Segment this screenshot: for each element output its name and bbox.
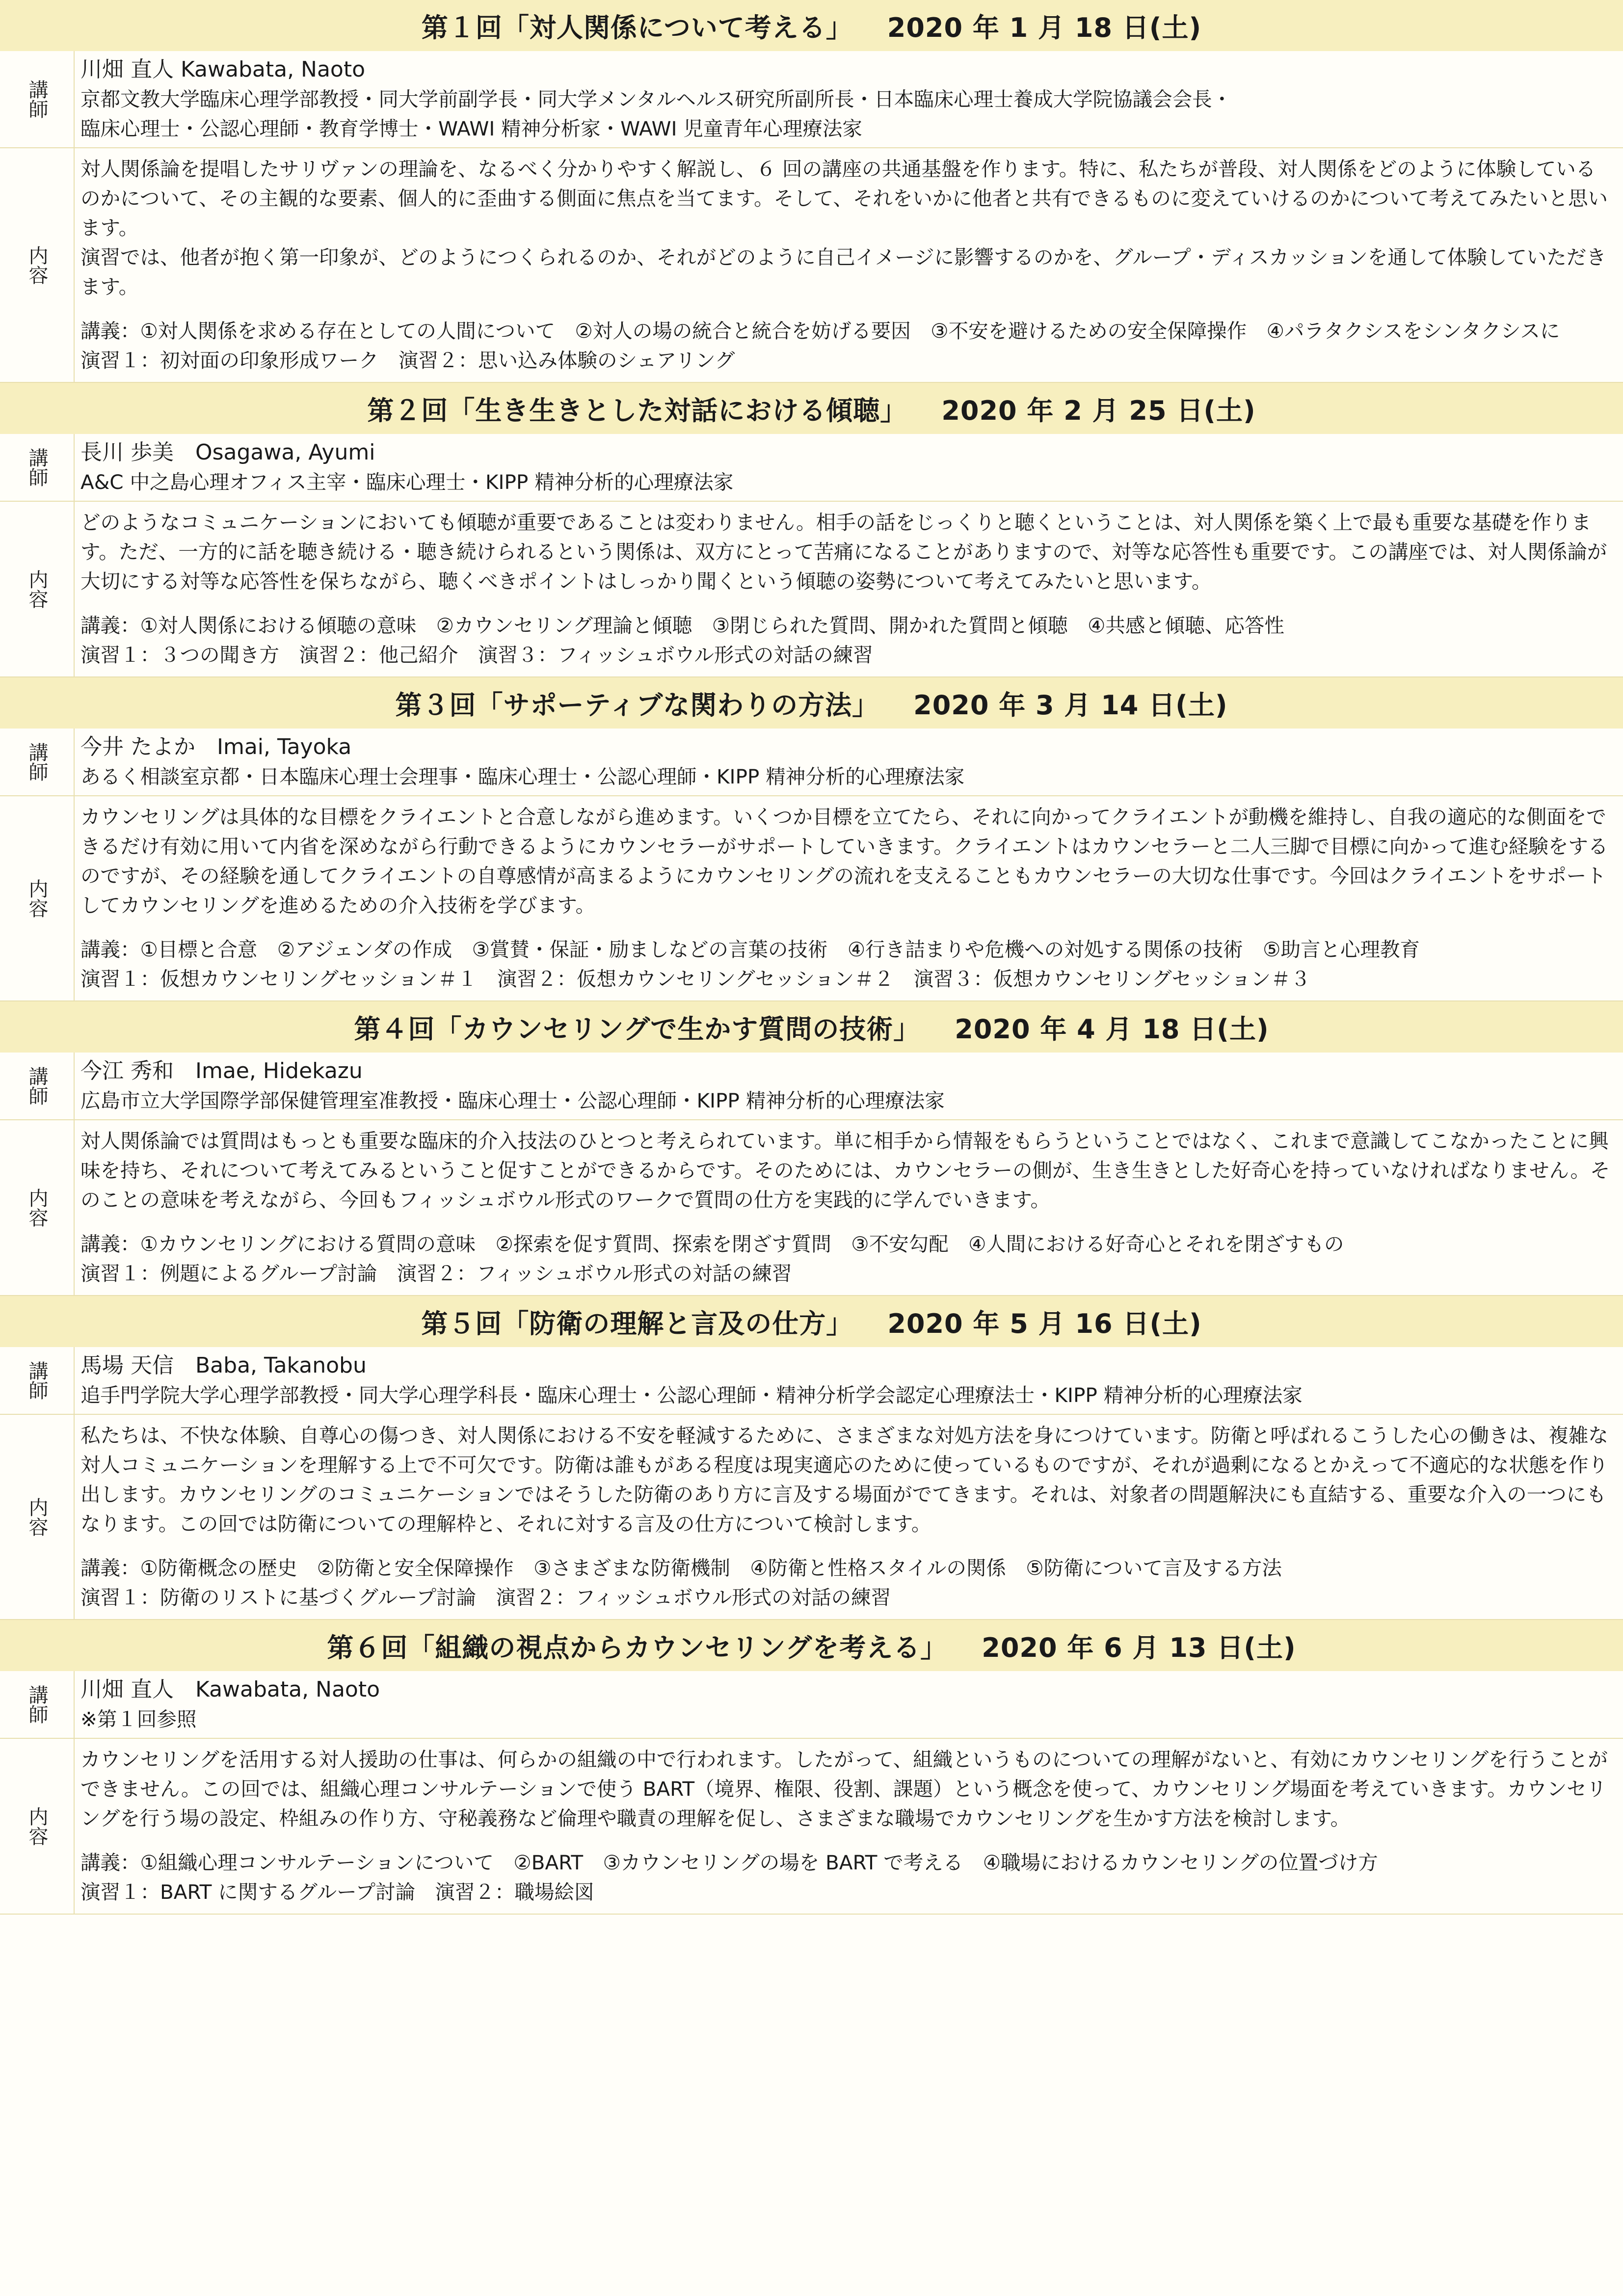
session-block-1: [0, 0, 1623, 383]
lecturer-affiliation: [80, 1380, 1610, 1410]
lecturer-label: 講師: [0, 1347, 75, 1414]
lecturer-name: 今江 秀和 Imae, Hidekazu: [80, 1058, 363, 1083]
lecturer-affiliation: [80, 1704, 1610, 1734]
content-row: [0, 796, 1623, 1001]
content-row: [0, 1120, 1623, 1296]
affiliation-line: あるく相談室京都・日本臨床心理士会理事・臨床心理士・公認心理師・KIPP 精神分析的心理療法家: [80, 765, 965, 788]
session-header: [0, 1001, 1623, 1053]
lecture-topics: 講義：①組織心理コンサルテーションについて ②BART ③カウンセリングの場を BART で考える ④職場におけるカウンセリングの位置づけ方: [80, 1851, 1378, 1874]
session-block-3: [0, 677, 1623, 1001]
description-paragraph: 私たちは、不快な体験、自尊心の傷つき、対人関係における不安を軽減するために、さまざまな対処方法を身につけています。防衛と呼ばれるこうした心の働きは、複雑な対人コミュニケーションを理解する上で不可欠です。防衛は誰もがある程度は現実適応のために使っているものですが、それが過剰になるとかえって不適応的な状態を作り出します。カウンセリングのコミュニケーションではそうした防衛のあり方に言及する場面がでてきます。それは、対象者の問題解決にも直結する、重要な介入の一つにもなります。この回では防衛についての理解枠と、それに対する言及の仕方について検討します。: [80, 1424, 1608, 1536]
lecturer-row: [0, 434, 1623, 502]
session-title: 第３回「サポーティブな関わりの方法」: [395, 689, 879, 721]
session-header: [0, 0, 1623, 51]
session-title: 第１回「対人関係について考える」: [421, 12, 853, 43]
content-row: [0, 1415, 1623, 1620]
content-label: 内容: [0, 796, 75, 1000]
content-description: [80, 1421, 1610, 1539]
lecture-topics: 講義：①対人関係における傾聴の意味 ②カウンセリング理論と傾聴 ③閉じられた質問、開かれた質問と傾聴 ④共感と傾聴、応答性: [80, 614, 1284, 637]
affiliation-line: 京都文教大学臨床心理学部教授・同大学前副学長・同大学メンタルヘルス研究所副所長・日本臨床心理士養成大学院協議会会長・: [80, 87, 1232, 111]
lecture-topics: 講義：①目標と合意 ②アジェンダの作成 ③賞賛・保証・励ましなどの言葉の技術 ④行き詰まりや危機への対処する関係の技術 ⑤助言と心理教育: [80, 938, 1420, 961]
description-paragraph: 対人関係論を提唱したサリヴァンの理論を、なるべく分かりやすく解説し、６ 回の講座の共通基盤を作ります。特に、私たちが普段、対人関係をどのように体験しているのかについて、その主観的な要素、個人的に歪曲する側面に焦点を当てます。そして、それをいかに他者と共有できるものに変えていけるのかについて考えてみたいと思います。: [80, 157, 1608, 240]
content-body: [75, 502, 1623, 676]
exercise-topics: 演習１：防衛のリストに基づくグループ討論 演習２：フィッシュボウル形式の対話の練習: [80, 1586, 891, 1609]
description-paragraph: 対人関係論では質問はもっとも重要な臨床的介入技法のひとつと考えられています。単に相手から情報をもらうということではなく、これまで意識してこなかったことに興味を持ち、それについて考えてみるということ促すことができるからです。そのためには、カウンセラーの側が、生き生きとした好奇心を持っていなければなりません。そのことの意味を考えながら、今回もフィッシュボウル形式のワークで質問の仕方を実践的に学んでいきます。: [80, 1129, 1610, 1212]
session-title: 第４回「カウンセリングで生かす質問の技術」: [354, 1013, 921, 1045]
session-header: [0, 383, 1623, 434]
lecturer-label: 講師: [0, 729, 75, 795]
content-description: [80, 1745, 1610, 1833]
affiliation-line: ※第１回参照: [80, 1707, 197, 1731]
lecturer-name: 今井 たよか Imai, Tayoka: [80, 734, 352, 759]
content-body: [75, 148, 1623, 382]
exercise-topics: 演習１：初対面の印象形成ワーク 演習２：思い込み体験のシェアリング: [80, 349, 735, 372]
lecturer-label: 講師: [0, 51, 75, 147]
lecturer-row: [0, 51, 1623, 148]
lecture-topics: 講義：①カウンセリングにおける質問の意味 ②探索を促す質問、探索を閉ざす質問 ③不安勾配 ④人間における好奇心とそれを閉ざすもの: [80, 1232, 1344, 1256]
content-label: 内容: [0, 1120, 75, 1295]
lecturer-info: [75, 434, 1623, 501]
exercise-topics: 演習１：３つの聞き方 演習２：他己紹介 演習３：フィッシュボウル形式の対話の練習: [80, 643, 873, 667]
lecturer-row: [0, 1347, 1623, 1415]
content-description: [80, 802, 1610, 920]
session-date: 2020 年 2 月 25 日(土): [941, 395, 1256, 426]
description-paragraph: カウンセリングを活用する対人援助の仕事は、何らかの組織の中で行われます。したがって、組織というものについての理解がないと、有効にカウンセリングを行うことができません。この回では、組織心理コンサルテーションで使う BART（境界、権限、役割、課題）という概念を使って、カウンセリング場面を考えていきます。カウンセリングを行う場の設定、枠組みの作り方、守秘義務など倫理や職責の理解を促し、さまざまな職場でカウンセリングを生かす方法を検討します。: [80, 1748, 1608, 1830]
affiliation-line: A&C 中之島心理オフィス主宰・臨床心理士・KIPP 精神分析的心理療法家: [80, 470, 734, 494]
content-body: [75, 1415, 1623, 1619]
description-paragraph: 演習では、他者が抱く第一印象が、どのようにつくられるのか、それがどのように自己イメージに影響するのかを、グループ・ディスカッションを通して体験していただきます。: [80, 245, 1606, 298]
session-date: 2020 年 6 月 13 日(土): [982, 1632, 1296, 1663]
lecturer-affiliation: [80, 1086, 1610, 1115]
lecturer-name: 馬場 天信 Baba, Takanobu: [80, 1353, 367, 1378]
content-row: [0, 502, 1623, 677]
content-label: 内容: [0, 1415, 75, 1619]
content-body: [75, 796, 1623, 1000]
content-description: [80, 1126, 1610, 1215]
exercise-topics: 演習１：仮想カウンセリングセッション＃１ 演習２：仮想カウンセリングセッション＃２ 演習３：仮想カウンセリングセッション＃３: [80, 967, 1311, 991]
lecture-topics: 講義：①対人関係を求める存在としての人間について ②対人の場の統合と統合を妨げる要因 ③不安を避けるための安全保障操作 ④パラタクシスをシンタクシスに: [80, 319, 1560, 343]
session-date: 2020 年 3 月 14 日(土): [913, 689, 1228, 721]
description-paragraph: カウンセリングは具体的な目標をクライエントと合意しながら進めます。いくつか目標を立てたら、それに向かってクライエントが動機を維持し、自我の適応的な側面をできるだけ有効に用いて内省を深めながら行動できるようにカウンセラーがサポートしていきます。クライエントはカウンセラーと二人三脚で目標に向かって進む経験をするのですが、その経験を通してクライエントの自尊感情が高まるようにカウンセリングの流れを支えることもカウンセラーの大切な仕事です。今回はクライエントをサポートしてカウンセリングを進めるための介入技術を学びます。: [80, 805, 1608, 917]
exercise-topics: 演習１：BART に関するグループ討論 演習２：職場絵図: [80, 1880, 594, 1904]
lecturer-affiliation: [80, 762, 1610, 791]
session-title: 第２回「生き生きとした対話における傾聴」: [367, 395, 907, 426]
content-label: 内容: [0, 148, 75, 382]
lecturer-label: 講師: [0, 1053, 75, 1119]
content-body: [75, 1739, 1623, 1914]
content-label: 内容: [0, 1739, 75, 1914]
lecturer-row: [0, 729, 1623, 796]
content-description: [80, 154, 1610, 301]
content-description: [80, 508, 1610, 596]
session-title: 第５回「防衛の理解と言及の仕方」: [421, 1308, 853, 1339]
lecturer-info: [75, 1347, 1623, 1414]
lecture-topics: 講義：①防衛概念の歴史 ②防衛と安全保障操作 ③さまざまな防衛機制 ④防衛と性格スタイルの関係 ⑤防衛について言及する方法: [80, 1556, 1282, 1580]
content-body: [75, 1120, 1623, 1295]
lecturer-row: [0, 1053, 1623, 1120]
session-date: 2020 年 1 月 18 日(土): [887, 12, 1202, 43]
lecturer-info: [75, 1053, 1623, 1119]
content-row: [0, 1739, 1623, 1915]
session-date: 2020 年 5 月 16 日(土): [887, 1308, 1202, 1339]
description-paragraph: どのようなコミュニケーションにおいても傾聴が重要であることは変わりません。相手の話をじっくりと聴くということは、対人関係を築く上で最も重要な基礎を作ります。ただ、一方的に話を聴き続ける・聴き続けられるという関係は、双方にとって苦痛になることがありますので、対等な応答性も重要です。この講座では、対人関係論が大切にする対等な応答性を保ちながら、聴くべきポイントはしっかり聞くという傾聴の姿勢について考えてみたいと思います。: [80, 511, 1607, 593]
session-header: [0, 1296, 1623, 1347]
session-date: 2020 年 4 月 18 日(土): [955, 1013, 1269, 1045]
affiliation-line: 追手門学院大学心理学部教授・同大学心理学科長・臨床心理士・公認心理師・精神分析学会認定心理療法士・KIPP 精神分析的心理療法家: [80, 1383, 1303, 1407]
content-row: [0, 148, 1623, 383]
lecturer-name: 長川 歩美 Osagawa, Ayumi: [80, 440, 375, 465]
lecturer-name: 川畑 直人 Kawabata, Naoto: [80, 57, 366, 82]
lecturer-info: [75, 1671, 1623, 1738]
session-header: [0, 1620, 1623, 1671]
affiliation-line: 臨床心理士・公認心理師・教育学博士・WAWI 精神分析家・WAWI 児童青年心理療法家: [80, 117, 862, 140]
lecturer-affiliation: [80, 84, 1610, 143]
session-block-4: [0, 1001, 1623, 1296]
session-block-2: [0, 383, 1623, 677]
affiliation-line: 広島市立大学国際学部保健管理室准教授・臨床心理士・公認心理師・KIPP 精神分析的心理療法家: [80, 1089, 945, 1112]
session-header: [0, 677, 1623, 729]
session-block-5: [0, 1296, 1623, 1620]
lecturer-name: 川畑 直人 Kawabata, Naoto: [80, 1677, 380, 1702]
lecturer-label: 講師: [0, 434, 75, 501]
session-block-6: [0, 1620, 1623, 1915]
lecturer-row: [0, 1671, 1623, 1739]
content-label: 内容: [0, 502, 75, 676]
lecturer-label: 講師: [0, 1671, 75, 1738]
session-title: 第６回「組織の視点からカウンセリングを考える」: [327, 1632, 948, 1663]
lecturer-info: [75, 51, 1623, 147]
exercise-topics: 演習１：例題によるグループ討論 演習２：フィッシュボウル形式の対話の練習: [80, 1262, 792, 1285]
lecturer-info: [75, 729, 1623, 795]
lecturer-affiliation: [80, 467, 1610, 497]
